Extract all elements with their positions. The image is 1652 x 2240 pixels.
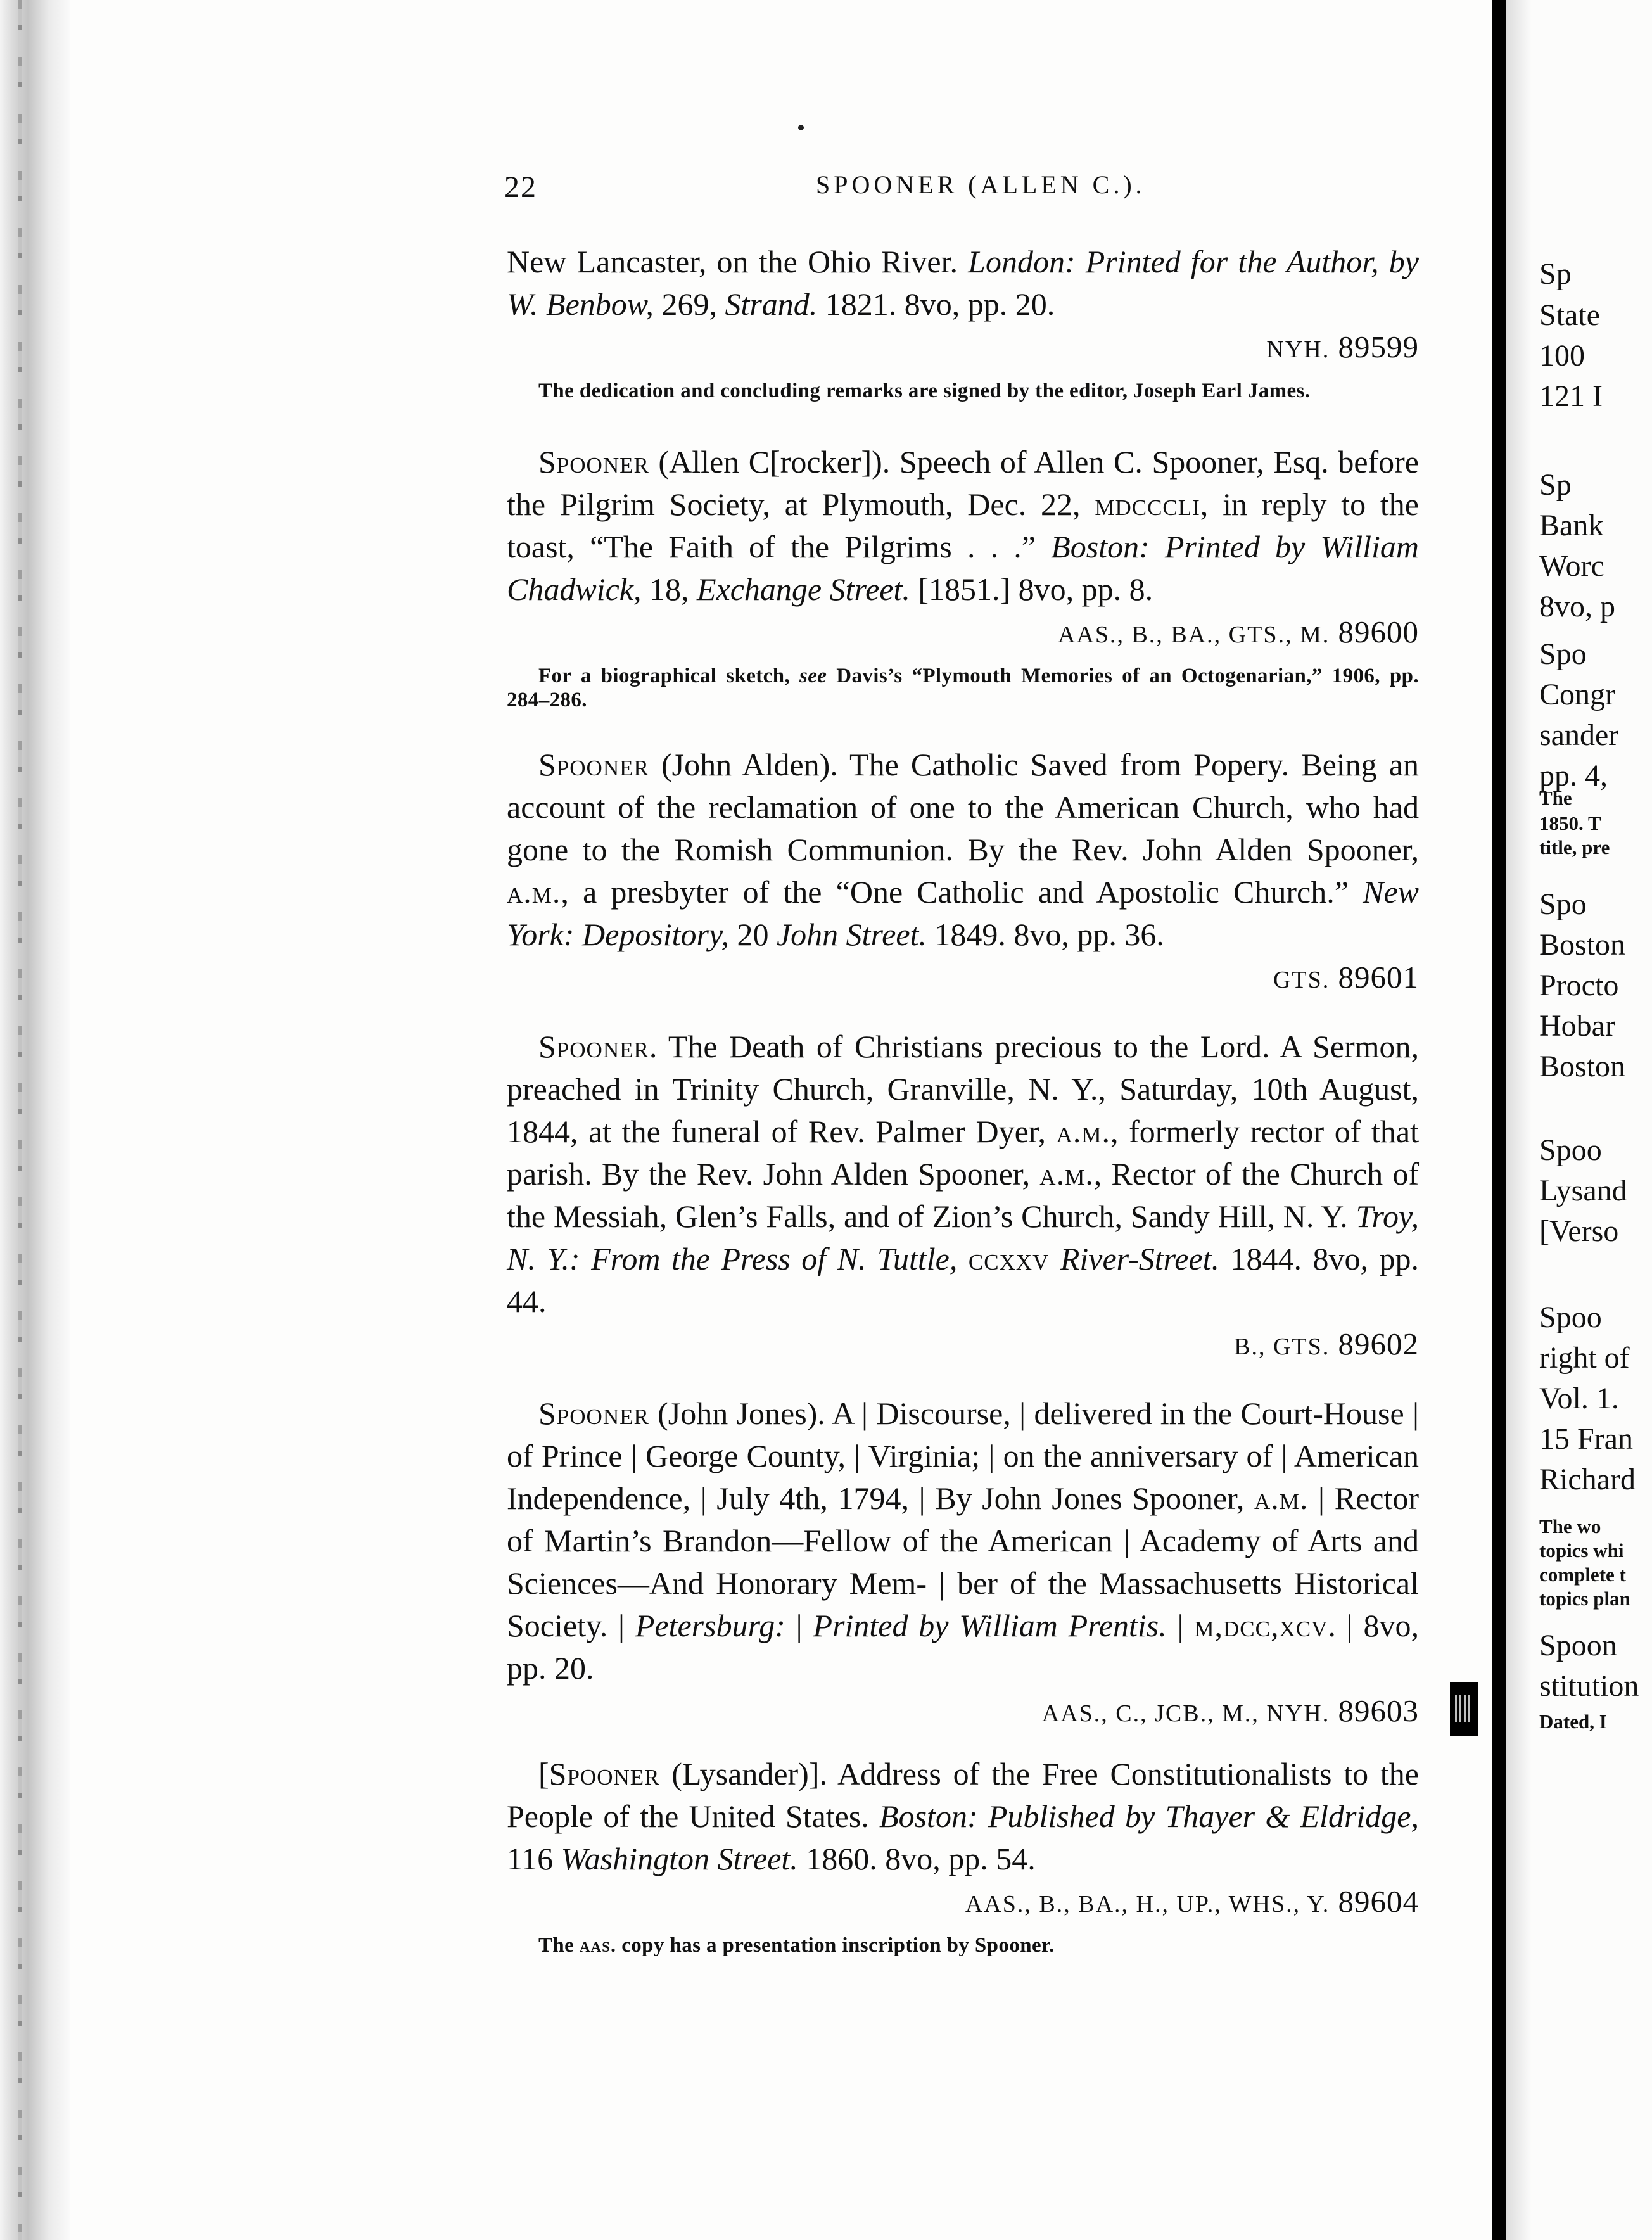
bibliography-entry <box>507 241 1419 403</box>
entry-text-run: mdcccli <box>1095 487 1200 522</box>
entry-text-run: River-Street. <box>1060 1241 1220 1276</box>
entry-text <box>507 1392 1419 1690</box>
entry-note <box>507 1933 1419 1957</box>
entry-text-run: m,dcc,xcv <box>1194 1608 1328 1643</box>
facing-page-text-fragment: Lysand <box>1539 1174 1627 1207</box>
entry-note-run: see <box>799 665 827 687</box>
entry-text-run: 20 <box>737 917 777 952</box>
entry-text-run: 116 <box>507 1841 561 1876</box>
entry-text-run: . | 8vo, pp. 20. <box>507 1608 1420 1686</box>
facing-page-text-fragment: 100 <box>1539 339 1585 372</box>
facing-page-text-fragment: right of <box>1539 1341 1630 1375</box>
facing-page-text-fragment: Boston <box>1539 928 1626 962</box>
facing-page-text-fragment: Congr <box>1539 678 1615 711</box>
entry-note-run: Davis’s “Plymouth Memories of an Octogenarian,” 1906, pp. 284–286. <box>507 665 1419 711</box>
entry-number: 89603 <box>1338 1693 1419 1728</box>
holdings-line <box>507 957 1419 1000</box>
entry-text-run: a.m. <box>1039 1156 1094 1192</box>
entry-note <box>507 379 1419 403</box>
entry-text-run: Spooner <box>538 1396 649 1431</box>
holdings-line <box>507 1691 1419 1734</box>
entry-text <box>507 1026 1419 1323</box>
facing-page-text-fragment: Dated, I <box>1539 1710 1607 1733</box>
bibliography-entry <box>507 1753 1419 1957</box>
facing-page-text-fragment: Spo <box>1539 637 1587 671</box>
entry-text <box>507 441 1419 611</box>
facing-page-text-fragment: complete t <box>1539 1563 1626 1586</box>
facing-page-text-fragment: Sp <box>1539 257 1572 291</box>
entry-text-run: , formerly rector of that parish. By the Rev. John Alden Spooner, <box>507 1114 1419 1192</box>
bibliography-entry <box>507 1026 1419 1367</box>
entry-text <box>507 1753 1419 1880</box>
entry-number: 89604 <box>1338 1884 1419 1919</box>
facing-page-text-fragment: pp. 4, <box>1539 759 1608 792</box>
bibliography-entry <box>507 744 1419 1000</box>
entry-text-run: Spooner <box>538 444 649 480</box>
entry-number: 89599 <box>1338 329 1419 364</box>
library-locations: B., GTS. <box>1234 1333 1330 1360</box>
facing-page-text-fragment: Richard <box>1539 1463 1636 1496</box>
entry-text-run: 1821. 8vo, pp. 20. <box>817 286 1055 322</box>
entry-text-run: (Lysander)]. Address of the Free Constitutionalists to the People of the United States. <box>507 1756 1419 1834</box>
facing-page-text-fragment: 121 I <box>1539 379 1603 413</box>
facing-page-text-fragment: Procto <box>1539 969 1619 1002</box>
entry-note-run: . copy has a presentation inscription by Spooner. <box>610 1934 1055 1957</box>
holdings-line <box>507 1881 1419 1925</box>
facing-page-text-fragment: Hobar <box>1539 1009 1615 1043</box>
book-page <box>70 0 1492 2240</box>
entry-text-run: Spooner <box>538 1029 649 1064</box>
entries-column <box>507 241 1419 1957</box>
entry-text-run: , Rector of the Church of the Messiah, Glen’s Falls, and of Zion’s Church, Sandy Hill, N. Y. <box>507 1156 1420 1234</box>
facing-page-text-fragment: The <box>1539 787 1572 809</box>
entry-text-run: Spooner <box>538 747 649 782</box>
facing-page-text-fragment: Spoo <box>1539 1133 1602 1167</box>
facing-page-text-fragment: sander <box>1539 718 1619 752</box>
entry-text-run: (John Jones). A | Discourse, | delivered in the Court-House | of Prince | George County, | Virginia; | on the anniversary of | American Independence, | July 4th, 1794, | By John Jones Spooner, <box>507 1396 1419 1516</box>
facing-page-text-fragment: Worc <box>1539 549 1604 583</box>
facing-page-text-fragment: topics whi <box>1539 1539 1624 1562</box>
facing-page-text-fragment: 8vo, p <box>1539 590 1615 623</box>
entry-text-run: Spooner <box>549 1756 660 1791</box>
facing-page-text-fragment: stitution <box>1539 1669 1639 1703</box>
entry-text-run: | <box>1166 1608 1195 1643</box>
facing-page-text-fragment: topics plan <box>1539 1588 1630 1610</box>
entry-text-run: a.m. <box>507 874 561 910</box>
entry-note-run: The dedication and concluding remarks are signed by the editor, Joseph Earl James. <box>538 379 1311 402</box>
entry-note-run: The <box>538 1934 580 1957</box>
entry-text-run: New York: Depository, <box>507 874 1419 952</box>
entry-text-run: 1844. 8vo, pp. 44. <box>507 1241 1420 1319</box>
entry-text-run: 1849. 8vo, pp. 36. <box>926 917 1164 952</box>
entry-text-run: ccxxv <box>968 1241 1050 1276</box>
entry-text-run: | <box>785 1608 813 1643</box>
entry-text-run: [1851.] 8vo, pp. 8. <box>910 571 1153 607</box>
facing-page-text-fragment: The wo <box>1539 1515 1601 1537</box>
entry-text-run: . The Death of Christians precious to the Lord. A Sermon, preached in Trinity Church, Granville, N. Y., Saturday, 10th August, 1844, at the funeral of Rev. Palmer Dyer, <box>507 1029 1419 1149</box>
entry-text-run: , a presbyter of the “One Catholic and Apostolic Church.” <box>561 874 1363 910</box>
facing-page-text-fragment: [Verso <box>1539 1214 1619 1248</box>
entry-number: 89600 <box>1338 614 1419 649</box>
entry-text-run: Exchange Street. <box>696 571 910 607</box>
holdings-line <box>507 612 1419 655</box>
entry-text-run: a.m. <box>1254 1480 1309 1516</box>
entry-text-run: Boston: Printed by William Chadwick, <box>507 529 1419 607</box>
library-locations: AAS., B., BA., GTS., M. <box>1058 621 1330 648</box>
entry-text <box>507 744 1419 956</box>
entry-text-run: Washington Street. <box>561 1841 798 1876</box>
entry-text-run: 18, <box>649 571 697 607</box>
facing-page-text-fragment: Spo <box>1539 888 1587 921</box>
entry-text-run: New Lancaster, on the Ohio River. <box>507 244 969 279</box>
facing-page-text-fragment: State <box>1539 298 1600 332</box>
entry-text <box>507 241 1419 326</box>
entry-text-run: (John Alden). The Catholic Saved from Popery. Being an account of the reclamation of one to the American Church, who had gone to the Romish Communion. By the Rev. John Alden Spooner, <box>507 747 1419 867</box>
entry-text-run: Printed by William Prentis. <box>813 1608 1167 1643</box>
facing-page-text-fragment: title, pre <box>1539 836 1610 858</box>
bibliography-entry <box>507 441 1419 712</box>
entry-text-run: John Street. <box>776 917 927 952</box>
facing-page-text-fragment: 15 Fran <box>1539 1422 1633 1456</box>
left-binding-edge <box>0 0 70 2240</box>
facing-page-fragment <box>1506 0 1652 2240</box>
library-locations: GTS. <box>1273 967 1330 993</box>
entry-text-run: Troy, N. Y.: From the Press of N. Tuttle, <box>507 1199 1419 1276</box>
facing-page-text-fragment: 1850. T <box>1539 812 1601 834</box>
entry-text-run: | Rector of Martin’s Brandon—Fellow of the American | Academy of Arts and Sciences—And Honorary Mem- | ber of the Massachusetts Historical Society. | <box>507 1480 1420 1643</box>
bibliography-entry <box>507 1392 1419 1734</box>
entry-number: 89602 <box>1338 1327 1419 1361</box>
facing-page-text-fragment: Spoo <box>1539 1301 1602 1334</box>
facing-page-edge <box>1506 0 1532 2240</box>
facing-page-text-fragment: Bank <box>1539 509 1604 542</box>
entry-note <box>507 664 1419 712</box>
entry-number: 89601 <box>1338 960 1419 995</box>
page-title: SPOONER (ALLEN C.). <box>816 170 1146 199</box>
entry-text-run: [ <box>538 1756 549 1791</box>
entry-text-run: Strand. <box>725 286 818 322</box>
entry-text-run: a.m. <box>1056 1114 1110 1149</box>
holdings-line <box>507 327 1419 370</box>
ink-blot <box>1450 1682 1478 1736</box>
facing-page-text-fragment: Boston <box>1539 1050 1626 1083</box>
facing-page-text-fragment: Vol. 1. <box>1539 1382 1619 1415</box>
ink-speck <box>798 125 804 130</box>
entry-text-run: London: Printed for the Author, by W. Benbow, <box>507 244 1419 322</box>
entry-text-run <box>1049 1241 1060 1276</box>
library-locations: AAS., B., BA., H., UP., WHS., Y. <box>965 1891 1330 1918</box>
entry-note-run: aas <box>579 1934 611 1957</box>
holdings-line <box>507 1324 1419 1367</box>
library-locations: AAS., C., JCB., M., NYH. <box>1041 1700 1330 1727</box>
facing-page-text-fragment: Sp <box>1539 468 1572 502</box>
running-head <box>70 170 1492 214</box>
entry-text-run: 1860. 8vo, pp. 54. <box>797 1841 1036 1876</box>
facing-page-text-fragment: Spoon <box>1539 1629 1617 1662</box>
entry-text-run: Boston: Published by Thayer & Eldridge, <box>879 1798 1419 1834</box>
entry-text-run: , in reply to the toast, “The Faith of the Pilgrims . . .” <box>507 487 1419 564</box>
entry-text-run: 269, <box>661 286 725 322</box>
entry-text-run: (Allen C[rocker]). Speech of Allen C. Spooner, Esq. before the Pilgrim Society, at Plymouth, Dec. 22, <box>507 444 1419 522</box>
library-locations: NYH. <box>1266 336 1330 363</box>
page-number: 22 <box>504 170 537 204</box>
entry-text-run: Petersburg: <box>635 1608 785 1643</box>
entry-note-run: For a biographical sketch, <box>538 665 800 687</box>
